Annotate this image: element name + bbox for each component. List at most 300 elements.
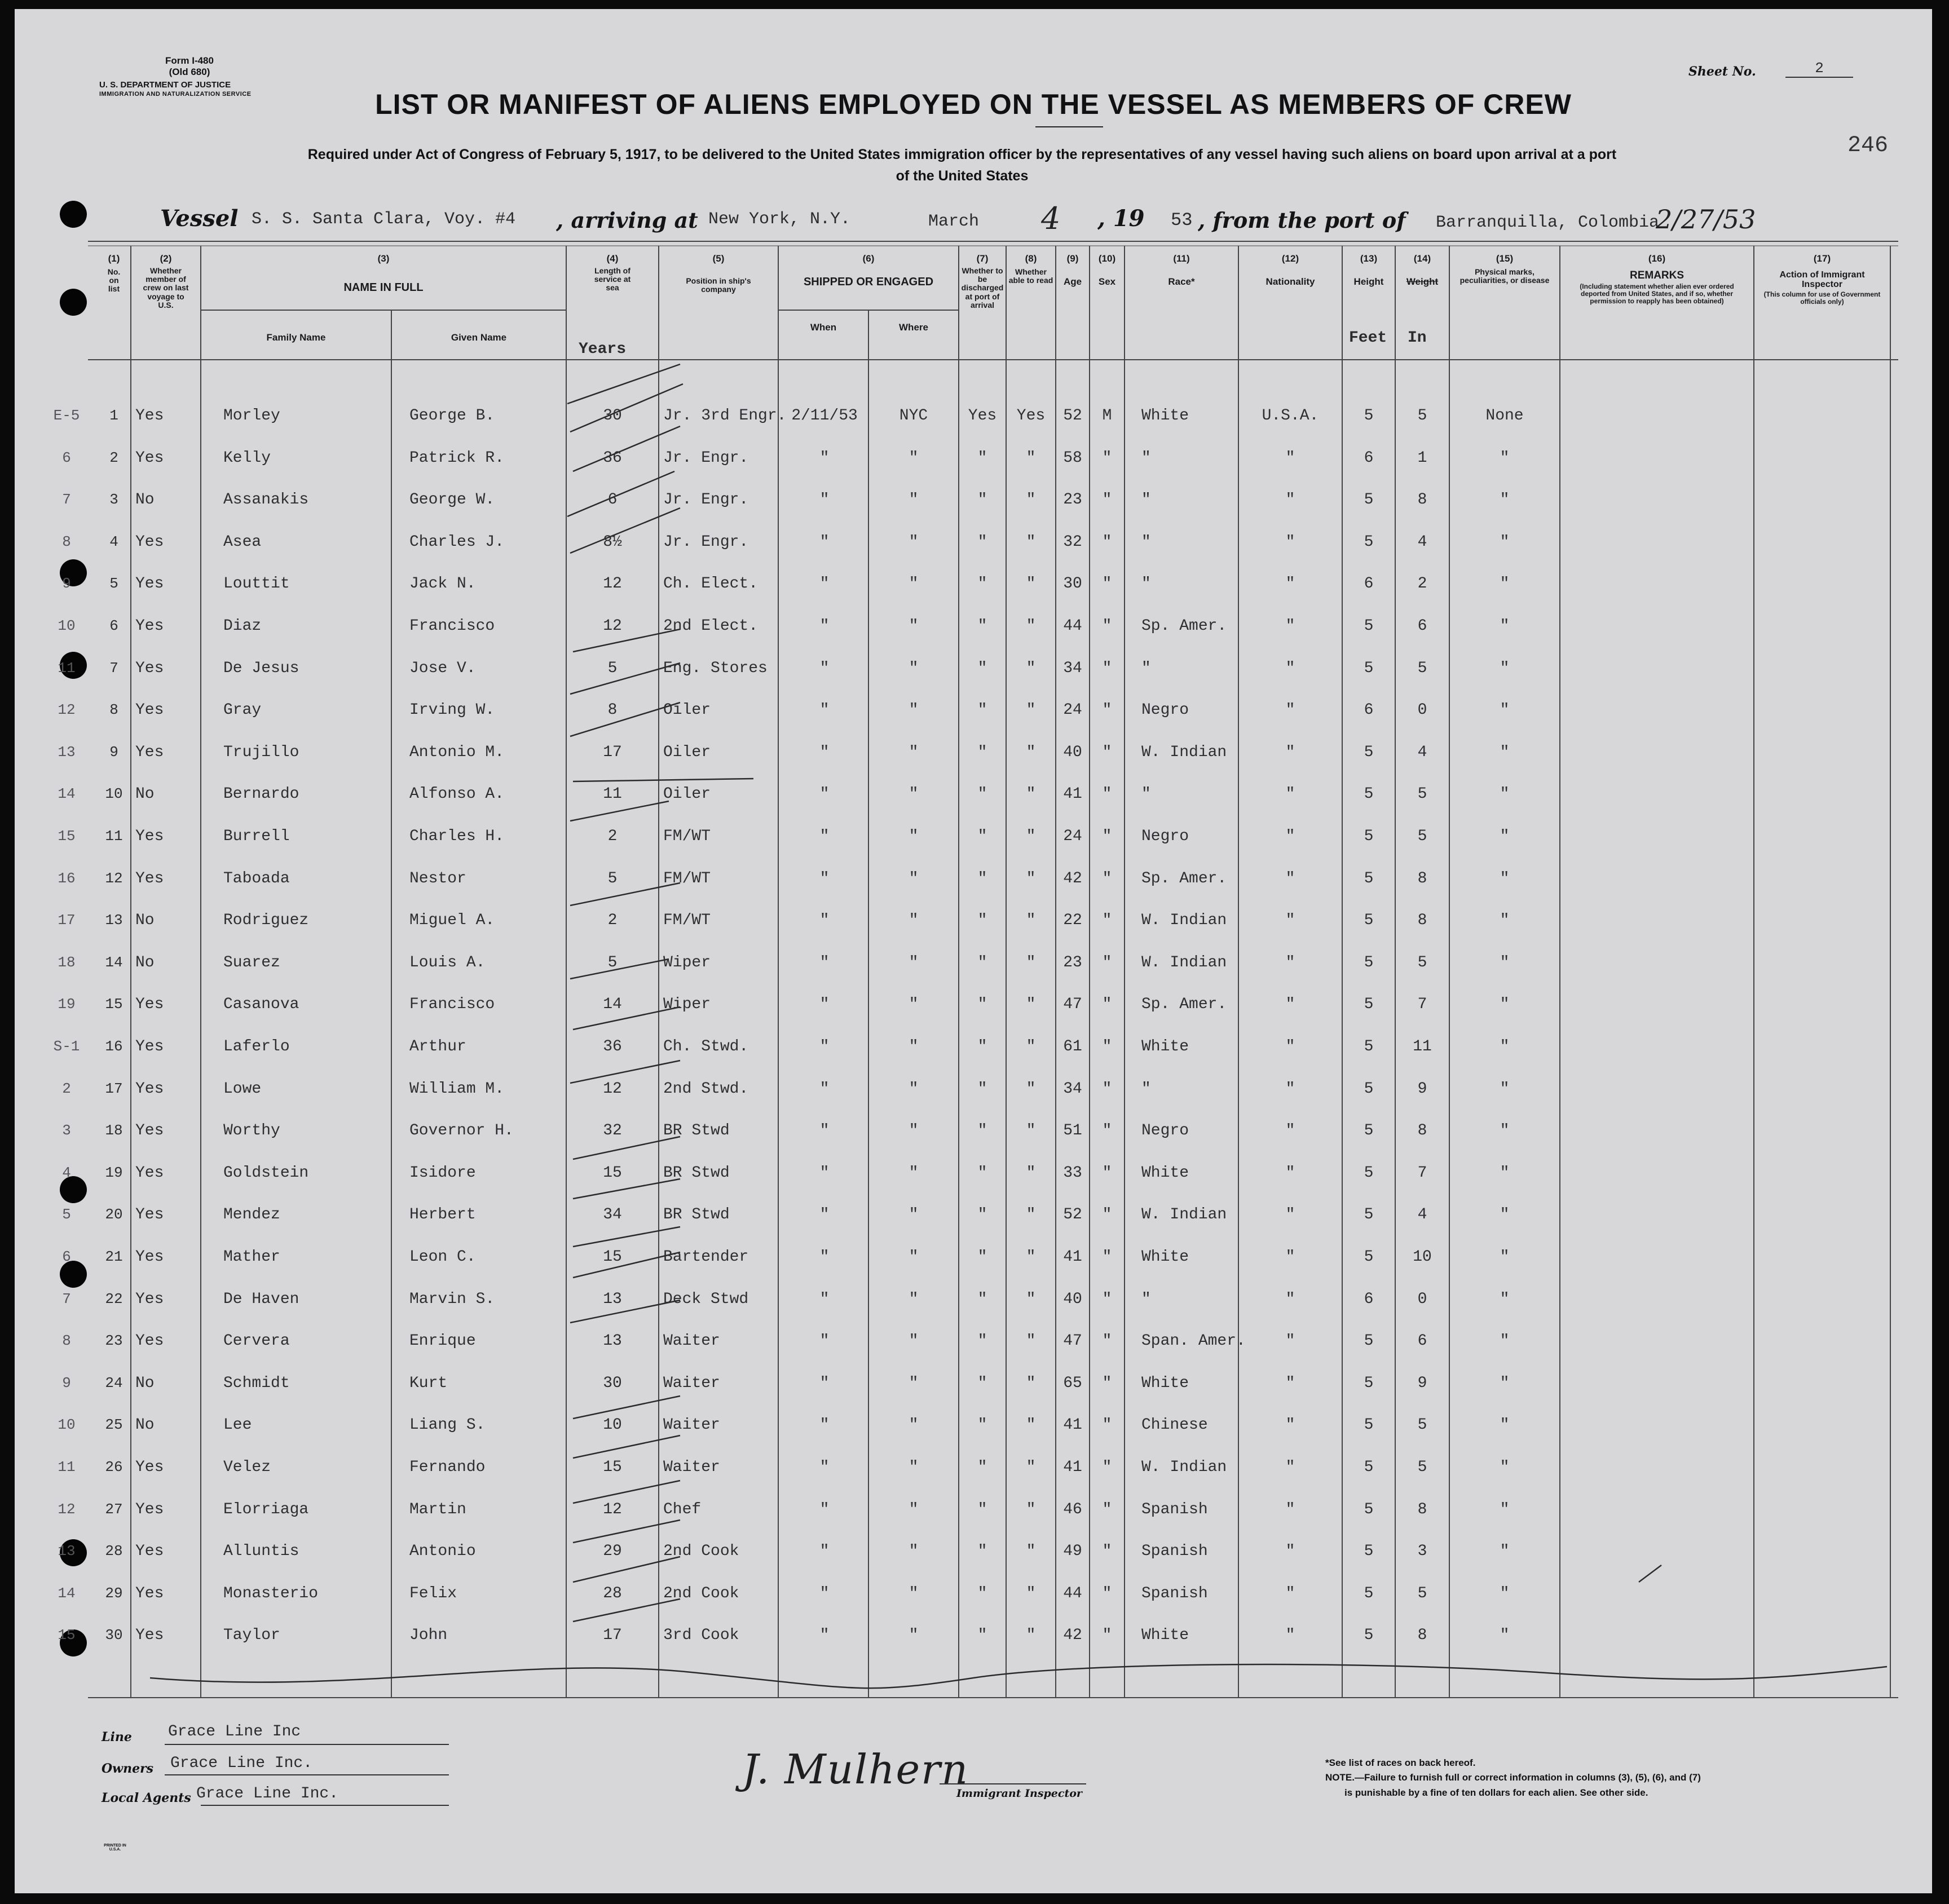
cell-last: Yes (135, 1290, 164, 1308)
cell-position: Oiler (663, 701, 711, 719)
cell-marks: " (1500, 1543, 1510, 1561)
owners-value: Grace Line Inc. (170, 1755, 313, 1772)
cell-read: " (1026, 533, 1036, 551)
cell-read: " (1026, 701, 1036, 719)
inspector-label: Immigrant Inspector (956, 1787, 1082, 1800)
cell-read: " (1026, 1206, 1036, 1224)
cell-disch: " (977, 1038, 987, 1055)
cell-when: " (819, 575, 830, 593)
cell-when: " (819, 659, 830, 677)
cell-disch: " (977, 828, 987, 845)
cell-when: " (819, 1290, 830, 1308)
cell-when: " (819, 1164, 830, 1182)
cell-when: 2/11/53 (791, 407, 858, 425)
cell-last: Yes (135, 1248, 164, 1266)
cell-family: Lee (223, 1416, 252, 1434)
cell-family: Gray (223, 701, 262, 719)
cell-position: 2nd Elect. (663, 617, 759, 635)
cell-nat: " (1285, 996, 1295, 1014)
cell-marks: " (1500, 953, 1510, 971)
cell-age: 47 (1063, 1332, 1082, 1350)
cell-given: Felix (409, 1584, 457, 1602)
cell-nat: " (1285, 743, 1295, 761)
cell-family: Suarez (223, 953, 280, 971)
cell-nat: " (1285, 785, 1295, 803)
cell-last: Yes (135, 869, 164, 887)
cell-marks: None (1485, 407, 1524, 425)
cell-family: Assanakis (223, 491, 309, 509)
cell-sex: " (1102, 828, 1112, 845)
cell-no: 22 (105, 1290, 123, 1307)
cell-marks: " (1500, 701, 1510, 719)
cell-ref: 18 (58, 953, 76, 971)
cell-disch: " (977, 1543, 987, 1561)
cell-years: 8 (607, 701, 618, 719)
cell-marks: " (1500, 575, 1510, 593)
cell-ref: 14 (58, 785, 76, 803)
footnotes (1325, 1756, 1701, 1800)
cell-age: 23 (1063, 491, 1082, 509)
cell-given: Louis A. (409, 953, 486, 971)
cell-position: FM/WT (663, 828, 711, 845)
cell-given: Enrique (409, 1332, 476, 1350)
cell-in: 8 (1417, 1122, 1427, 1140)
cell-sex: " (1102, 1038, 1112, 1055)
cell-when: " (819, 785, 830, 803)
cell-read: " (1026, 1627, 1036, 1645)
cell-disch: " (977, 785, 987, 803)
cell-ref: 8 (62, 1332, 71, 1350)
cell-in: 8 (1417, 1500, 1427, 1518)
col-label: Whether to be discharged at port of arrival (961, 266, 1004, 310)
col-number: (1) (108, 253, 120, 264)
cell-family: Morley (223, 407, 280, 425)
cell-position: 2nd Cook (663, 1543, 739, 1561)
cell-race: White (1141, 1627, 1189, 1645)
cell-race: " (1141, 491, 1151, 509)
cell-ref: 10 (58, 617, 76, 634)
cell-ft: 5 (1364, 617, 1374, 635)
cell-race: " (1141, 785, 1151, 803)
cell-race: White (1141, 1038, 1189, 1055)
col-9-header (1056, 254, 1090, 287)
cell-nat: " (1285, 1080, 1295, 1098)
cell-given: William M. (409, 1080, 505, 1098)
cell-no: 30 (105, 1627, 123, 1644)
cell-read: " (1026, 828, 1036, 845)
cell-disch: " (977, 1416, 987, 1434)
cell-sex: " (1102, 1332, 1112, 1350)
cell-sex: " (1102, 1206, 1112, 1224)
cell-marks: " (1500, 617, 1510, 635)
cell-years: 8½ (603, 533, 622, 551)
col-label: Physical marks, peculiarities, or disease (1459, 267, 1550, 285)
cell-last: Yes (135, 449, 164, 467)
cell-age: 30 (1063, 575, 1082, 593)
cell-race: Spanish (1141, 1543, 1208, 1561)
cell-ft: 5 (1364, 1627, 1374, 1645)
cell-age: 52 (1063, 407, 1082, 425)
cell-family: Rodriguez (223, 912, 309, 930)
cell-sex: " (1102, 533, 1112, 551)
cell-sex: " (1102, 701, 1112, 719)
cell-when: " (819, 491, 830, 509)
cell-years: 5 (607, 953, 618, 971)
cell-ref: 11 (58, 1459, 76, 1476)
cell-last: No (135, 491, 155, 509)
owners-label: Owners (102, 1761, 154, 1776)
cell-years: 13 (603, 1290, 622, 1308)
cell-read: " (1026, 1164, 1036, 1182)
cell-no: 2 (109, 449, 118, 466)
cell-nat: " (1285, 1290, 1295, 1308)
cell-last: Yes (135, 575, 164, 593)
cell-years: 29 (603, 1543, 622, 1561)
cell-disch: " (977, 1248, 987, 1266)
cell-position: Ch. Stwd. (663, 1038, 749, 1055)
cell-disch: " (977, 533, 987, 551)
cell-in: 5 (1417, 407, 1427, 425)
cell-when: " (819, 1332, 830, 1350)
cell-position: BR Stwd (663, 1122, 730, 1140)
cell-given: Francisco (409, 617, 495, 635)
cell-in: 3 (1417, 1543, 1427, 1561)
cell-race: White (1141, 407, 1189, 425)
cell-position: Jr. Engr. (663, 491, 749, 509)
cell-given: Irving W. (409, 701, 495, 719)
cell-sex: " (1102, 869, 1112, 887)
cell-ref: 9 (62, 575, 71, 593)
from-port-label: , from the port of (1198, 207, 1406, 233)
cell-when: " (819, 1206, 830, 1224)
cell-race: White (1141, 1248, 1189, 1266)
cell-sex: " (1102, 1500, 1112, 1518)
cell-ft: 5 (1364, 491, 1374, 509)
cell-age: 33 (1063, 1164, 1082, 1182)
cell-age: 41 (1063, 1416, 1082, 1434)
cell-ft: 5 (1364, 1374, 1374, 1392)
cell-where: " (909, 1332, 919, 1350)
col-2-header (132, 254, 200, 310)
cell-read: " (1026, 1500, 1036, 1518)
cell-when: " (819, 996, 830, 1014)
col-label: Whether able to read (1008, 267, 1053, 285)
col-number: (2) (160, 253, 172, 264)
cell-no: 1 (109, 407, 118, 424)
cell-where: " (909, 1627, 919, 1645)
cell-nat: " (1285, 1164, 1295, 1182)
cell-disch: " (977, 701, 987, 719)
cell-disch: " (977, 1206, 987, 1224)
cell-when: " (819, 1543, 830, 1561)
cell-disch: " (977, 869, 987, 887)
cell-age: 44 (1063, 1584, 1082, 1602)
cell-ft: 5 (1364, 1500, 1374, 1518)
cell-years: 34 (603, 1206, 622, 1224)
cell-given: Arthur (409, 1038, 466, 1055)
cell-nat: " (1285, 1459, 1295, 1476)
cell-race: Negro (1141, 701, 1189, 719)
cell-when: " (819, 1500, 830, 1518)
cell-when: " (819, 701, 830, 719)
cell-race: W. Indian (1141, 1459, 1227, 1476)
cell-read: " (1026, 1290, 1036, 1308)
cell-in: 7 (1417, 1164, 1427, 1182)
cell-race: Chinese (1141, 1416, 1208, 1434)
cell-years: 30 (603, 407, 622, 425)
cell-given: Herbert (409, 1206, 476, 1224)
col-6b-header: Where (899, 322, 928, 333)
cell-marks: " (1500, 1290, 1510, 1308)
cell-marks: " (1500, 533, 1510, 551)
footnote-penalty: NOTE.—Failure to furnish full or correct information in columns (3), (5), (6), and (7) (1325, 1772, 1701, 1783)
cell-marks: " (1500, 1416, 1510, 1434)
cell-years: 17 (603, 1627, 622, 1645)
cell-marks: " (1500, 449, 1510, 467)
cell-no: 7 (109, 659, 118, 677)
cell-disch: " (977, 1332, 987, 1350)
cell-years: 12 (603, 575, 622, 593)
cell-age: 34 (1063, 659, 1082, 677)
cell-no: 25 (105, 1416, 123, 1434)
cell-years: 2 (607, 828, 618, 845)
cell-ref: 16 (58, 869, 76, 887)
sheet-label: Sheet No. (1688, 64, 1756, 79)
cell-race: Span. Amer. (1141, 1332, 1246, 1350)
cell-last: No (135, 912, 155, 930)
cell-sex: " (1102, 617, 1112, 635)
col-label: Nationality (1265, 276, 1315, 287)
cell-no: 20 (105, 1206, 123, 1223)
cell-position: Oiler (663, 785, 711, 803)
cell-years: 36 (603, 1038, 622, 1055)
cell-years: 36 (603, 449, 622, 467)
cell-nat: " (1285, 1500, 1295, 1518)
cell-no: 15 (105, 996, 123, 1013)
cell-marks: " (1500, 1627, 1510, 1645)
cell-in: 2 (1417, 575, 1427, 593)
cell-last: No (135, 1416, 155, 1434)
cell-disch: " (977, 1164, 987, 1182)
cell-where: " (909, 996, 919, 1014)
cell-where: " (909, 1543, 919, 1561)
cell-ref: 15 (58, 1627, 76, 1644)
col-7-header (959, 254, 1006, 310)
col-3-header (201, 254, 566, 294)
cell-disch: " (977, 575, 987, 593)
cell-no: 5 (109, 575, 118, 593)
cell-in: 6 (1417, 617, 1427, 635)
cell-family: Goldstein (223, 1164, 309, 1182)
cell-in: 4 (1417, 743, 1427, 761)
cell-ref: 10 (58, 1416, 76, 1434)
cell-last: Yes (135, 1627, 164, 1645)
cell-last: Yes (135, 1164, 164, 1182)
cell-ft: 5 (1364, 1543, 1374, 1561)
cell-race: " (1141, 533, 1151, 551)
cell-nat: " (1285, 617, 1295, 635)
cell-disch: " (977, 1080, 987, 1098)
cell-disch: " (977, 953, 987, 971)
col-label: Length of service at sea (594, 266, 631, 293)
cell-given: Alfonso A. (409, 785, 505, 803)
col-number: (17) (1813, 253, 1831, 264)
cell-no: 26 (105, 1459, 123, 1476)
cell-ref: 8 (62, 533, 71, 550)
cell-age: 24 (1063, 828, 1082, 845)
cell-where: " (909, 1038, 919, 1055)
cell-sex: " (1102, 953, 1112, 971)
cell-ref: 4 (62, 1164, 71, 1181)
cell-sex: " (1102, 1164, 1112, 1182)
cell-in: 8 (1417, 1627, 1427, 1645)
cell-sex: " (1102, 659, 1112, 677)
cell-read: " (1026, 617, 1036, 635)
cell-marks: " (1500, 996, 1510, 1014)
cell-years: 15 (603, 1248, 622, 1266)
cell-sex: " (1102, 1290, 1112, 1308)
cell-disch: " (977, 912, 987, 930)
cell-years: 5 (607, 659, 618, 677)
col-13-header (1342, 254, 1395, 287)
cell-nat: " (1285, 701, 1295, 719)
cell-where: " (909, 828, 919, 845)
cell-nat: " (1285, 1374, 1295, 1392)
cell-disch: " (977, 1122, 987, 1140)
cell-given: Francisco (409, 996, 495, 1014)
subtitle-line: of the United States (896, 167, 1029, 184)
cell-race: Negro (1141, 1122, 1189, 1140)
cell-position: Oiler (663, 743, 711, 761)
cell-read: " (1026, 1332, 1036, 1350)
col-label: Height (1353, 276, 1384, 287)
cell-where: " (909, 1248, 919, 1266)
cell-age: 49 (1063, 1543, 1082, 1561)
cell-given: Antonio (409, 1543, 476, 1561)
cell-in: 4 (1417, 533, 1427, 551)
cell-ft: 5 (1364, 1332, 1374, 1350)
col-15-header (1449, 254, 1560, 285)
cell-where: " (909, 1500, 919, 1518)
cell-in: 9 (1417, 1374, 1427, 1392)
cell-family: Taylor (223, 1627, 280, 1645)
cell-in: 5 (1417, 785, 1427, 803)
cell-given: George W. (409, 491, 495, 509)
cell-given: Patrick R. (409, 449, 505, 467)
cell-race: Sp. Amer. (1141, 617, 1227, 635)
col-label: Weight (1406, 276, 1439, 287)
cell-read: " (1026, 1080, 1036, 1098)
cell-read: " (1026, 1248, 1036, 1266)
cell-family: Elorriaga (223, 1500, 309, 1518)
cell-nat: " (1285, 659, 1295, 677)
cell-in: 7 (1417, 996, 1427, 1014)
cell-when: " (819, 1038, 830, 1055)
cell-position: 2nd Cook (663, 1584, 739, 1602)
cell-ref: 12 (58, 1500, 76, 1518)
cell-no: 11 (105, 828, 123, 845)
cell-sex: " (1102, 996, 1112, 1014)
col-label: Action of Immigrant Inspector (1779, 270, 1865, 290)
cell-years: 5 (607, 869, 618, 887)
col-number: (13) (1360, 253, 1378, 264)
cell-last: Yes (135, 743, 164, 761)
subtitle-line: Required under Act of Congress of February 5, 1917, to be delivered to the United States immigration officer by the representatives of any vessel having such aliens on board upon arrival at a port (307, 147, 1617, 162)
inspector-signature: J. Mulhern (742, 1746, 969, 1793)
cell-no: 28 (105, 1543, 123, 1560)
cell-age: 40 (1063, 1290, 1082, 1308)
cell-where: " (909, 1206, 919, 1224)
cell-ft: 5 (1364, 1164, 1374, 1182)
cell-family: Mather (223, 1248, 280, 1266)
cell-disch: " (977, 449, 987, 467)
cell-no: 18 (105, 1122, 123, 1139)
cell-family: De Jesus (223, 659, 299, 677)
cell-years: 15 (603, 1459, 622, 1476)
cell-no: 17 (105, 1080, 123, 1097)
cell-when: " (819, 1122, 830, 1140)
cell-nat: " (1285, 1584, 1295, 1602)
cell-given: Martin (409, 1500, 466, 1518)
cell-when: " (819, 1248, 830, 1266)
cell-marks: " (1500, 912, 1510, 930)
cell-position: Jr. Engr. (663, 533, 749, 551)
cell-where: " (909, 1164, 919, 1182)
cell-where: " (909, 1374, 919, 1392)
cell-family: Louttit (223, 575, 290, 593)
cell-ft: 5 (1364, 1248, 1374, 1266)
cell-marks: " (1500, 1374, 1510, 1392)
cell-where: " (909, 743, 919, 761)
cell-sex: " (1102, 491, 1112, 509)
cell-in: 5 (1417, 953, 1427, 971)
cell-family: Alluntis (223, 1543, 299, 1561)
cell-ft: 5 (1364, 659, 1374, 677)
cell-race: W. Indian (1141, 912, 1227, 930)
cell-read: " (1026, 869, 1036, 887)
cell-sex: " (1102, 1459, 1112, 1476)
cell-ft: 6 (1364, 701, 1374, 719)
cell-years: 2 (607, 912, 618, 930)
cell-marks: " (1500, 1248, 1510, 1266)
cell-marks: " (1500, 491, 1510, 509)
cell-where: " (909, 953, 919, 971)
cell-position: Waiter (663, 1374, 720, 1392)
cell-position: Wiper (663, 953, 711, 971)
cell-ft: 5 (1364, 996, 1374, 1014)
col-4-header (567, 254, 658, 293)
cell-no: 4 (109, 533, 118, 550)
cell-last: No (135, 785, 155, 803)
cell-disch: " (977, 1627, 987, 1645)
cell-in: 8 (1417, 491, 1427, 509)
cell-ref: 6 (62, 1248, 71, 1265)
cell-given: Isidore (409, 1164, 476, 1182)
cell-where: " (909, 912, 919, 930)
cell-where: " (909, 1584, 919, 1602)
cell-last: Yes (135, 1332, 164, 1350)
cell-given: Kurt (409, 1374, 448, 1392)
cell-position: Jr. 3rd Engr. (663, 407, 787, 425)
cell-position: Waiter (663, 1332, 720, 1350)
cell-race: Spanish (1141, 1584, 1208, 1602)
cell-last: Yes (135, 617, 164, 635)
cell-age: 42 (1063, 1627, 1082, 1645)
cell-position: Wiper (663, 996, 711, 1014)
cell-disch: " (977, 617, 987, 635)
cell-in: 9 (1417, 1080, 1427, 1098)
cell-family: De Haven (223, 1290, 299, 1308)
